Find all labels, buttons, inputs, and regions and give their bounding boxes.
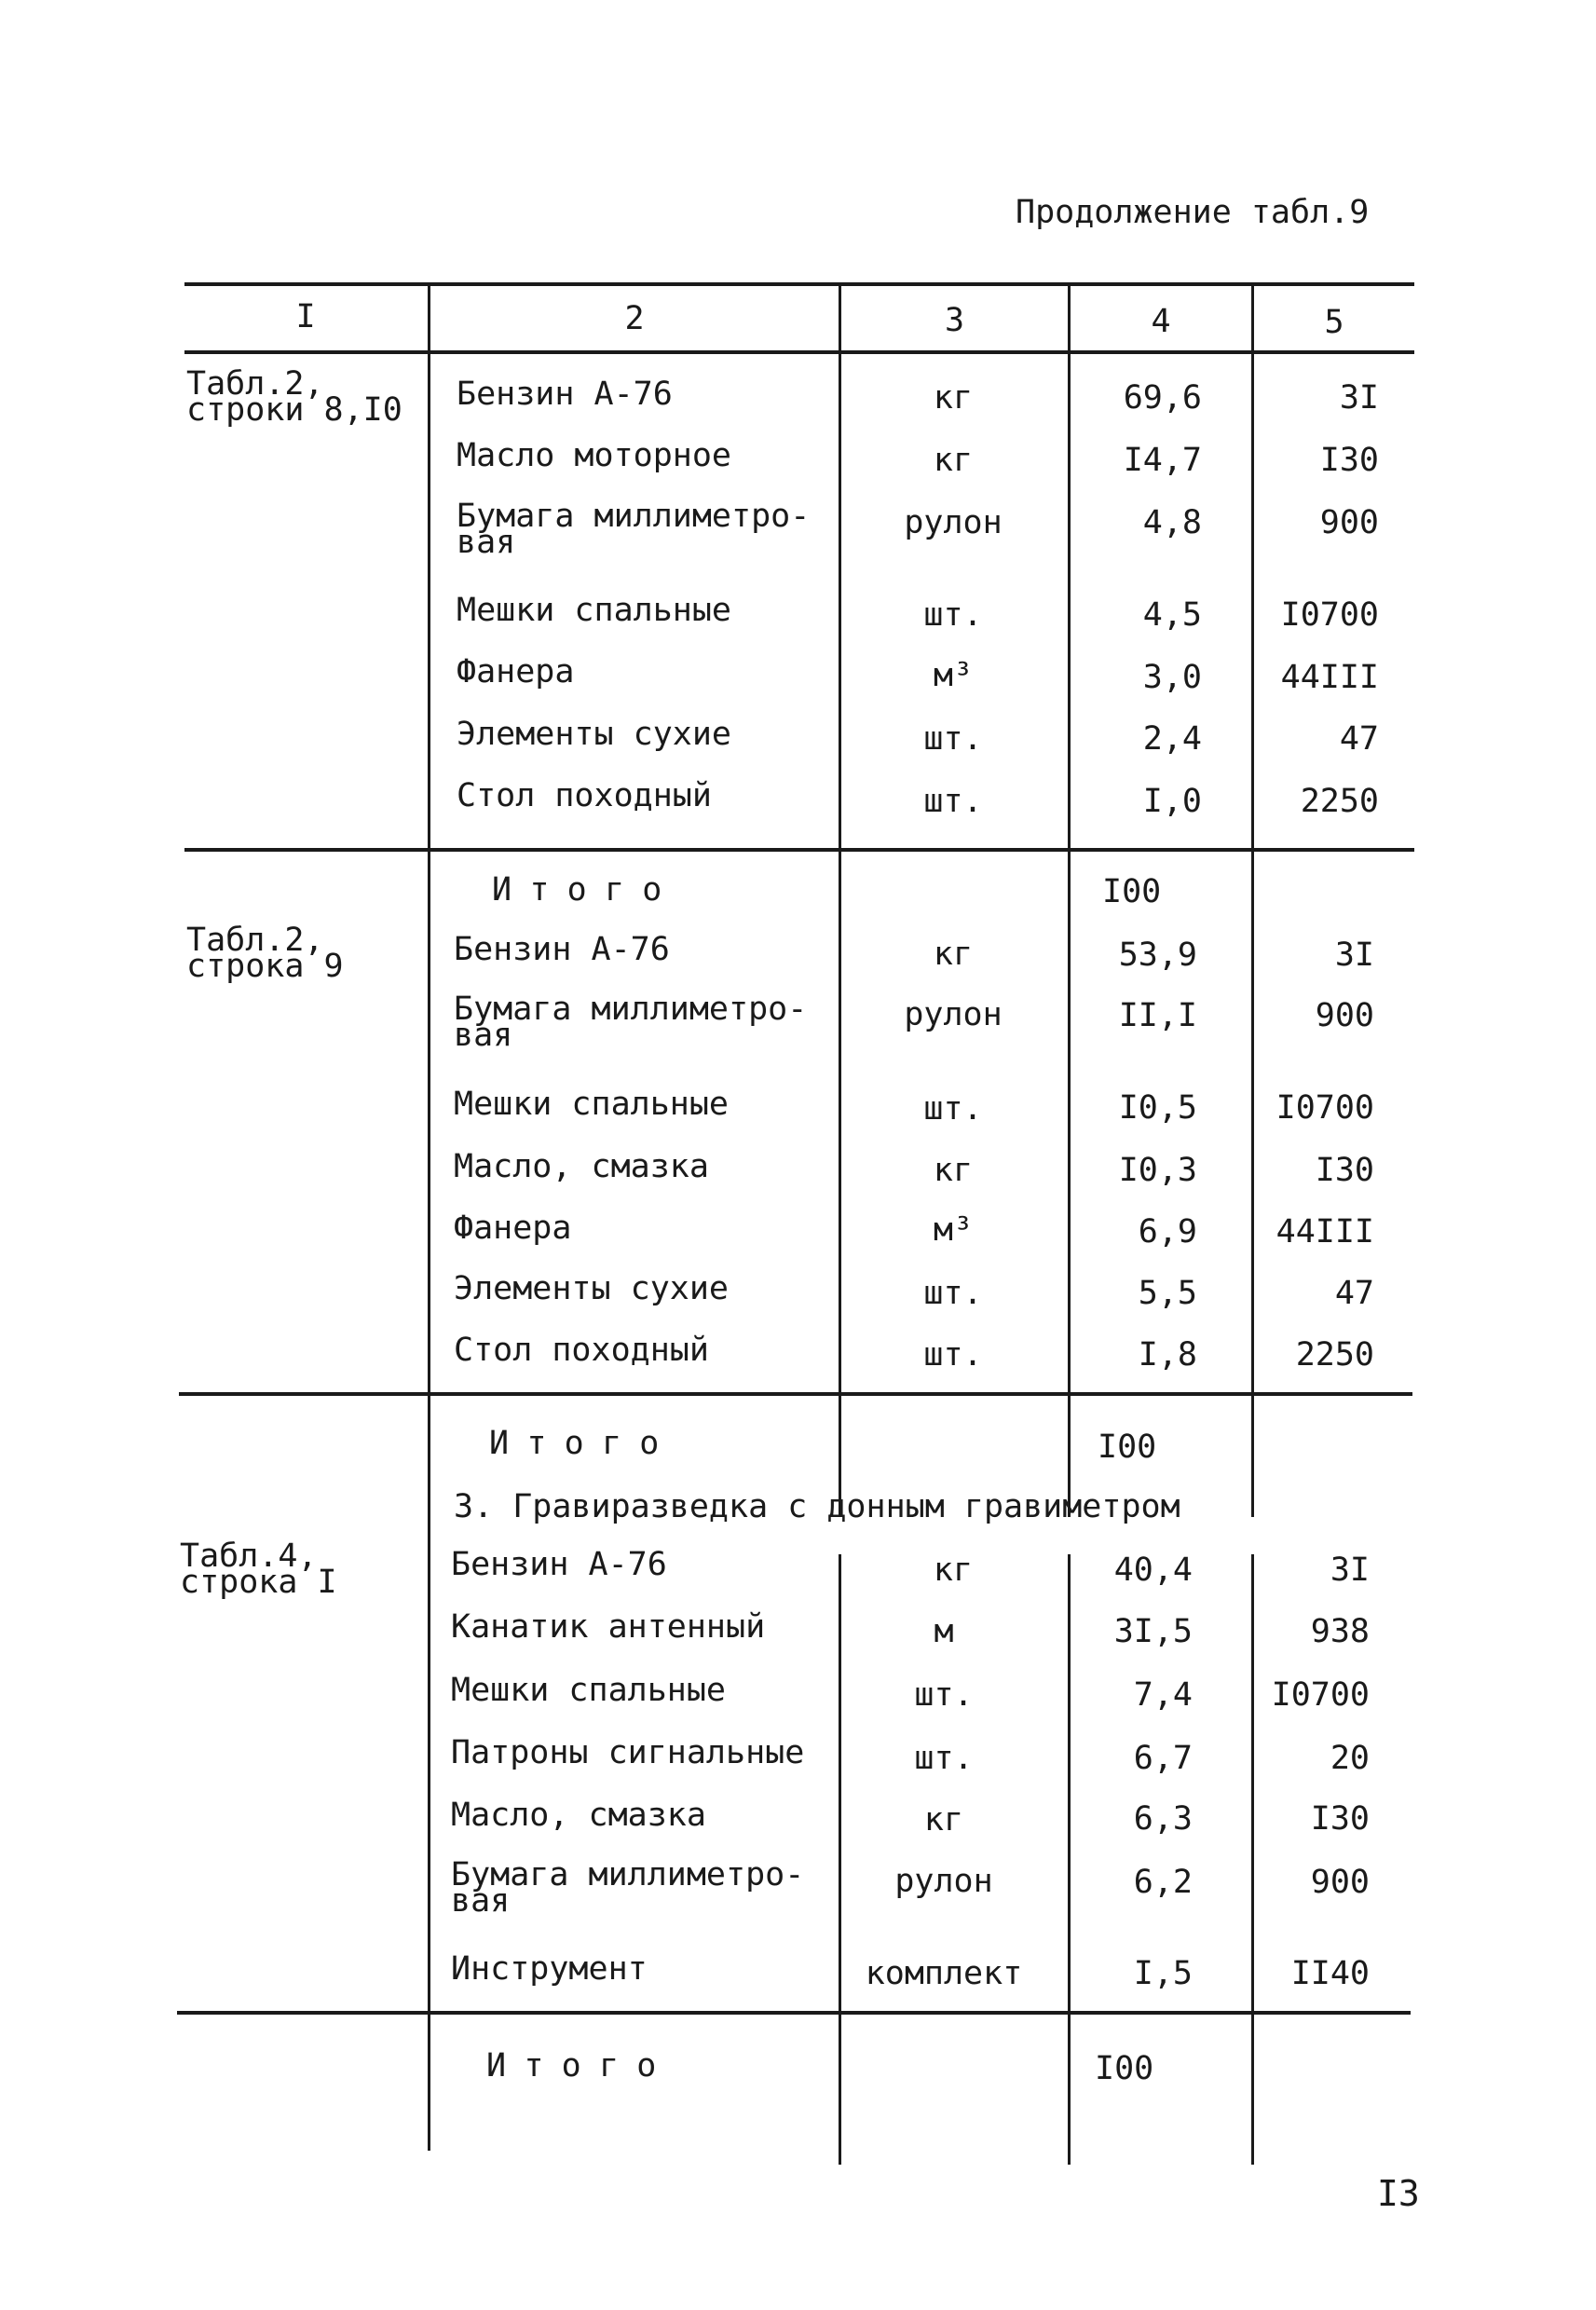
column-header-1: I [295,298,316,335]
item-name: Бумага миллиметро- вая [457,498,811,561]
item-share: 69,6 [1123,379,1202,417]
item-unit: кг [923,1801,964,1838]
section-title: 3. Гравиразведка с донным гравиметром [454,1488,1180,1525]
source-reference: Табл.2, строка 9 [186,922,344,985]
column-header-5: 5 [1324,304,1344,341]
item-share: 40,4 [1113,1551,1193,1589]
item-code: 44III [1275,1213,1374,1251]
item-unit: шт. [914,1676,974,1714]
item-code: 2250 [1300,783,1379,820]
item-unit: кг [933,936,974,973]
item-name: Масло, смазка [451,1797,706,1834]
group-1-bottom-rule [184,848,1414,852]
item-share: 7,4 [1133,1676,1193,1714]
item-code: 3I [1334,936,1374,974]
item-unit: рулон [904,504,1003,541]
item-name: Масло, смазка [454,1148,709,1185]
item-name: Элементы сухие [457,716,732,753]
item-name: Бензин А-76 [457,376,673,413]
item-share: I0,5 [1118,1089,1197,1127]
total-value: I00 [1095,2050,1154,2087]
item-code: I0700 [1271,1676,1370,1714]
item-share: 3,0 [1142,659,1202,696]
item-unit: шт. [923,1336,983,1374]
item-name: Мешки спальные [451,1672,727,1709]
item-share: I,0 [1142,783,1202,820]
item-share: 3I,5 [1113,1613,1193,1650]
item-name: Масло моторное [457,437,732,474]
item-code: 2250 [1295,1336,1374,1374]
source-reference: Табл.4, строка I [180,1538,337,1601]
item-code: 900 [1315,997,1374,1034]
source-reference: Табл.2, строки 8,I0 [186,365,402,429]
item-code: 900 [1319,504,1379,541]
item-share: 4,5 [1142,596,1202,634]
group-2-bottom-rule [179,1392,1412,1396]
total-label: Итого [486,2047,675,2084]
item-share: II,I [1118,997,1197,1034]
item-unit: м³ [933,657,974,694]
column-rule-3 [1068,282,1071,1517]
total-label: Итого [492,871,680,909]
item-name: Мешки спальные [457,592,732,629]
column-header-4: 4 [1151,303,1171,340]
item-name: Элементы сухие [454,1270,730,1307]
item-unit: кг [933,1551,974,1589]
item-code: II40 [1290,1955,1370,1992]
item-code: 900 [1310,1864,1370,1901]
item-unit: рулон [904,996,1003,1033]
item-share: 6,2 [1133,1864,1193,1901]
item-unit: шт. [923,1090,983,1128]
item-name: Бензин А-76 [454,931,670,968]
column-header-3: 3 [944,302,965,339]
item-unit: кг [933,1152,974,1189]
item-unit: кг [933,442,974,479]
item-code: 47 [1334,1275,1374,1312]
item-share: 53,9 [1118,936,1197,974]
item-share: I,5 [1133,1955,1193,1992]
table-caption: Продолжение табл.9 [1016,194,1370,231]
item-code: 3I [1330,1551,1370,1589]
item-code: I0700 [1275,1089,1374,1127]
group-3-bottom-rule [177,2011,1411,2015]
item-unit: шт. [923,1275,983,1312]
item-share: 6,9 [1138,1213,1197,1251]
item-name: Инструмент [451,1950,648,1988]
column-rule-1 [428,282,430,2151]
item-code: I0700 [1280,596,1379,634]
item-unit: м [934,1613,954,1650]
item-code: 3I [1339,379,1379,417]
item-code: 47 [1339,720,1379,758]
item-name: Фанера [457,653,575,690]
item-share: I4,7 [1123,442,1202,479]
item-name: Фанера [454,1210,572,1247]
item-share: 6,3 [1133,1800,1193,1838]
item-name: Патроны сигнальные [451,1734,805,1771]
item-unit: рулон [894,1863,993,1900]
column-header-2: 2 [624,300,645,337]
total-label: Итого [489,1425,677,1462]
item-share: 5,5 [1138,1275,1197,1312]
item-share: 2,4 [1142,720,1202,758]
item-unit: шт. [923,720,983,758]
total-value: I00 [1102,873,1162,910]
item-unit: шт. [923,783,983,820]
item-share: I,8 [1138,1336,1197,1374]
item-code: 20 [1330,1740,1370,1777]
item-unit: шт. [923,596,983,634]
item-name: Мешки спальные [454,1086,730,1123]
item-name: Бумага миллиметро- вая [451,1856,805,1920]
item-name: Бензин А-76 [451,1546,667,1583]
item-code: I30 [1319,442,1379,479]
item-name: Стол походный [457,777,712,814]
item-name: Бумага миллиметро- вая [454,991,808,1054]
item-unit: кг [933,379,974,417]
page-number: I3 [1377,2173,1420,2214]
total-value: I00 [1098,1428,1157,1466]
header-bottom-rule [184,350,1414,354]
item-code: I30 [1310,1800,1370,1838]
table-top-rule [184,282,1414,286]
item-code: 938 [1310,1613,1370,1650]
item-name: Стол походный [454,1332,709,1369]
item-code: 44III [1280,659,1379,696]
item-code: I30 [1315,1152,1374,1189]
item-unit: м³ [933,1211,974,1249]
item-unit: шт. [914,1740,974,1777]
item-share: 6,7 [1133,1740,1193,1777]
item-share: I0,3 [1118,1152,1197,1189]
item-share: 4,8 [1142,504,1202,541]
item-unit: комплект [865,1955,1023,1992]
item-name: Канатик антенный [451,1608,766,1646]
